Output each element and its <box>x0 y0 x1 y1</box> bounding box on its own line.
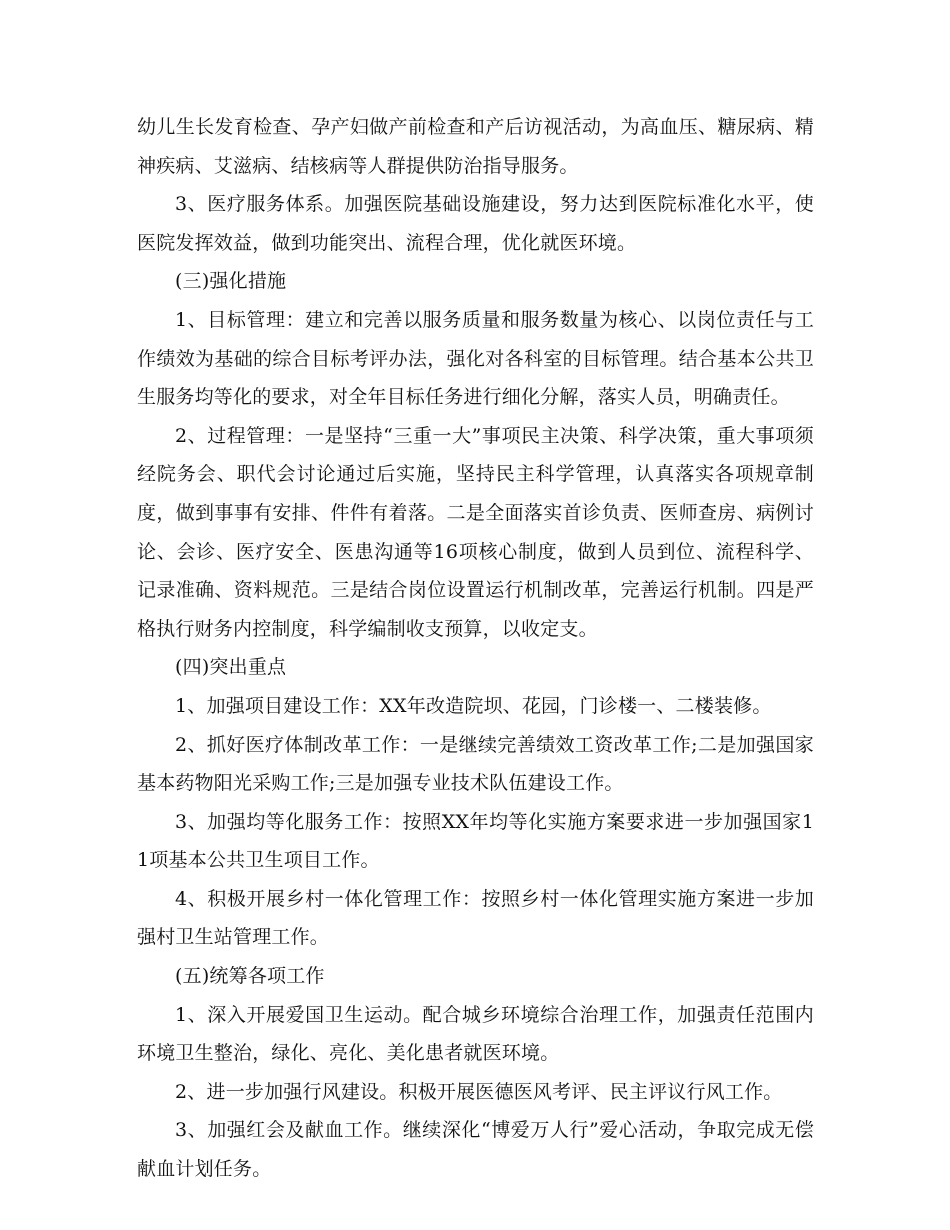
paragraph-health-services-continued: 幼儿生长发育检查、孕产妇做产前检查和产后访视活动，为高血压、糖尿病、精神疾病、艾滋病、结核病等人群提供防治指导服务。 <box>137 116 814 177</box>
paragraph-target-management: 1、目标管理：建立和完善以服务质量和服务数量为核心、以岗位责任与工作绩效为基础的综合目标考评办法，强化对各科室的目标管理。结合基本公共卫生服务均等化的要求，对全年目标任务进行细化分解，落实人员，明确责任。 <box>137 308 814 409</box>
paragraph-medical-reform: 2、抓好医疗体制改革工作：一是继续完善绩效工资改革工作;二是加强国家基本药物阳光采购工作;三是加强专业技术队伍建设工作。 <box>137 733 814 795</box>
paragraph-rural-integration: 4、积极开展乡村一体化管理工作：按照乡村一体化管理实施方案进一步加强村卫生站管理工作。 <box>137 887 814 949</box>
paragraph-patriotic-health: 1、深入开展爱国卫生运动。配合城乡环境综合治理工作，加强责任范围内环境卫生整治，绿化、亮化、美化患者就医环境。 <box>137 1003 814 1065</box>
paragraph-conduct-building: 2、进一步加强行风建设。积极开展医德医风考评、民主评议行风工作。 <box>175 1080 783 1103</box>
paragraph-process-management: 2、过程管理：一是坚持“三重一大”事项民主决策、科学决策，重大事项须经院务会、职代会讨论通过后实施，坚持民主科学管理，认真落实各项规章制度，做到事事有安排、件件有着落。二是全面落实首诊负责、医师查房、病例讨论、会诊、医疗安全、医患沟通等16项核心制度，做到人员到位、流程科学、记录准确、资料规范。三是结合岗位设置运行机制改革，完善运行机制。四是严格执行财务内控制度，科学编制收支预算，以收定支。 <box>137 424 814 640</box>
section-heading-key-priorities: (四)突出重点 <box>175 656 287 679</box>
paragraph-project-construction: 1、加强项目建设工作：XX年改造院坝、花园，门诊楼一、二楼装修。 <box>175 694 772 717</box>
paragraph-red-cross-blood: 3、加强红会及献血工作。继续深化“博爱万人行”爱心活动，争取完成无偿献血计划任务。 <box>137 1119 814 1181</box>
section-heading-coordinate-work: (五)统筹各项工作 <box>175 965 325 988</box>
paragraph-medical-service-system: 3、医疗服务体系。加强医院基础设施建设，努力达到医院标准化水平，使医院发挥效益，做到功能突出、流程合理，优化就医环境。 <box>137 193 814 254</box>
section-heading-strengthen-measures: (三)强化措施 <box>175 270 287 293</box>
paragraph-equalization-services: 3、加强均等化服务工作：按照XX年均等化实施方案要求进一步加强国家11项基本公共卫生项目工作。 <box>137 810 814 872</box>
document-body <box>137 108 814 1189</box>
